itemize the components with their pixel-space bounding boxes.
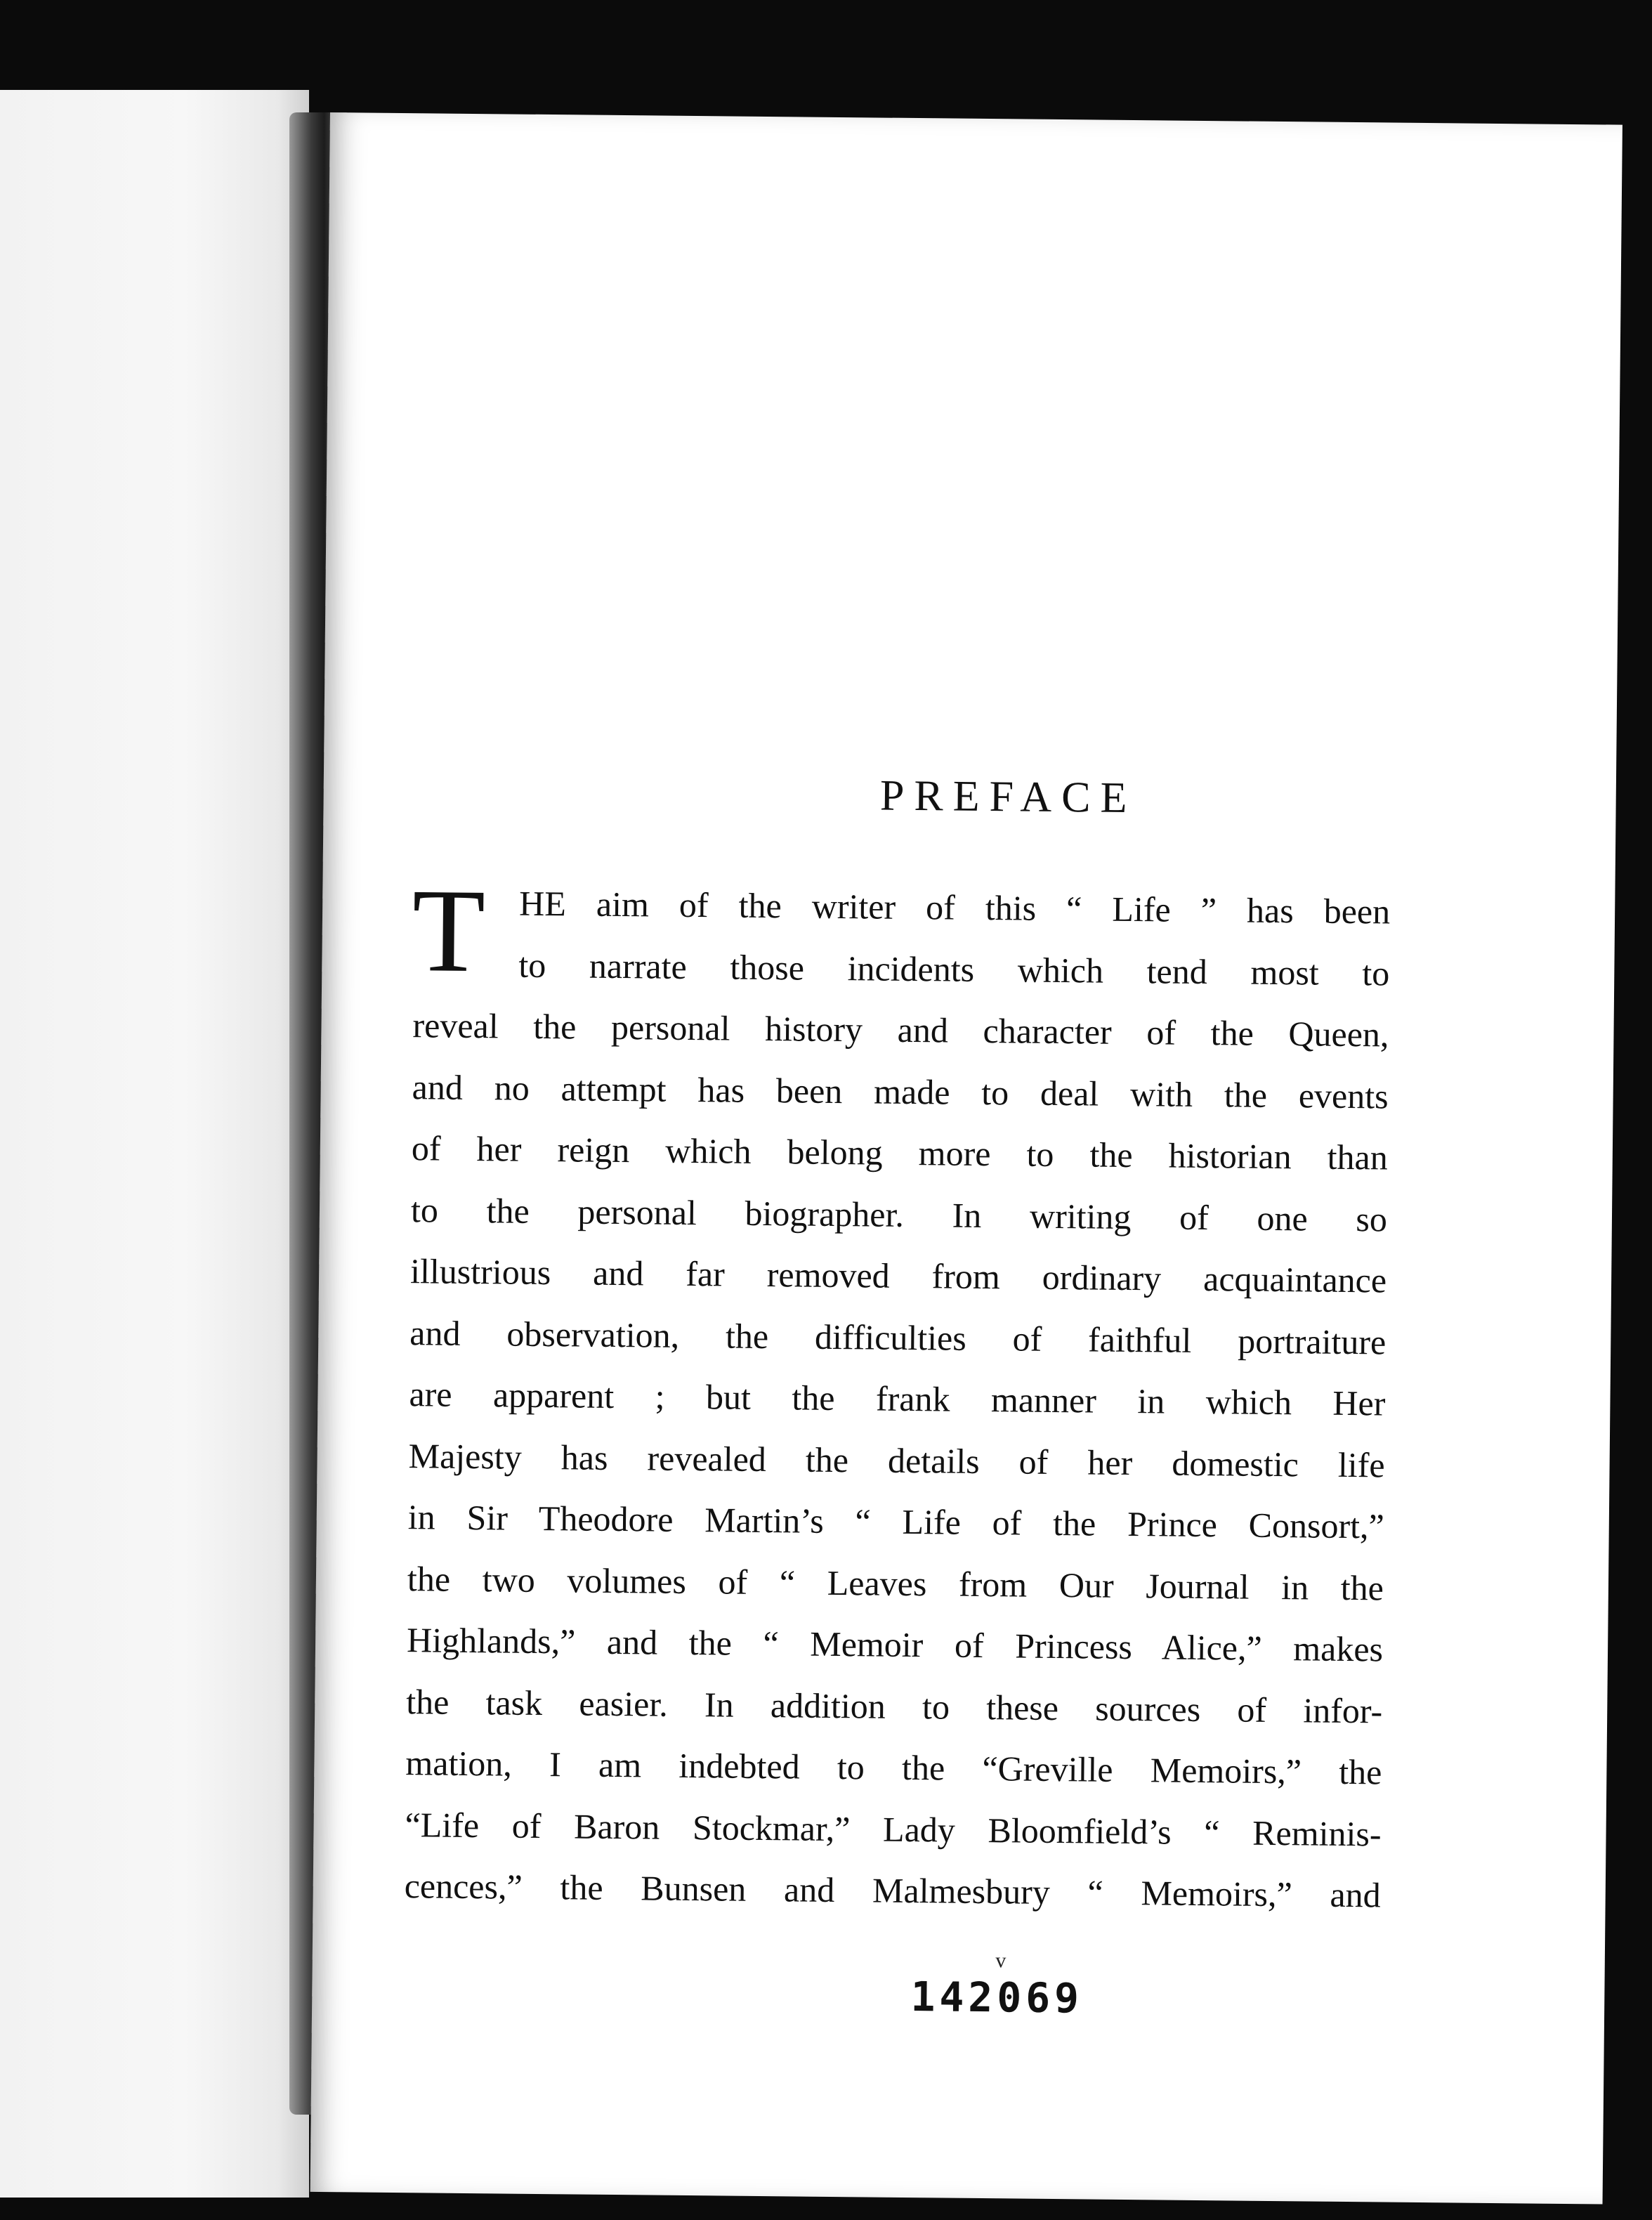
page-folio: v bbox=[995, 1949, 1007, 1973]
text-line: and no attempt has been made to deal with the events bbox=[412, 1066, 1389, 1116]
accession-number: 142069 bbox=[910, 1973, 1084, 2023]
text-line: the task easier. In addition to these sources of infor- bbox=[406, 1681, 1383, 1730]
text-line: “Life of Baron Stockmar,” Lady Bloomfield’s “ Reminis- bbox=[405, 1804, 1382, 1853]
text-line: and observation, the difficulties of faithful portraiture bbox=[409, 1312, 1386, 1362]
page-heading: PREFACE bbox=[879, 771, 1137, 823]
text-line: are apparent ; but the frank manner in which Her bbox=[409, 1374, 1386, 1423]
text-line: in Sir Theodore Martin’s “ Life of the Prince Consort,” bbox=[407, 1497, 1385, 1546]
preface-body bbox=[404, 864, 1391, 1926]
text-line: reveal the personal history and character of the Queen, bbox=[412, 1005, 1389, 1054]
text-line: cences,” the Bunsen and Malmesbury “ Memoirs,” and bbox=[404, 1866, 1381, 1915]
text-line: the two volumes of “ Leaves from Our Journal in the bbox=[407, 1558, 1384, 1607]
left-page-blank bbox=[0, 90, 309, 2198]
text-line: Majesty has revealed the details of her domestic life bbox=[408, 1435, 1385, 1485]
text-line: HE aim of the writer of this “ Life ” has been bbox=[518, 883, 1391, 932]
text-line: Highlands,” and the “ Memoir of Princess Alice,” makes bbox=[406, 1620, 1384, 1669]
text-line: illustrious and far removed from ordinary acquaintance bbox=[409, 1251, 1387, 1300]
text-line: to the personal biographer. In writing of one so bbox=[410, 1189, 1388, 1239]
text-line: to narrate those incidents which tend most to bbox=[518, 945, 1390, 993]
right-page bbox=[310, 112, 1622, 2205]
text-line: mation, I am indebted to the “Greville Memoirs,” the bbox=[405, 1743, 1382, 1792]
text-line: of her reign which belong more to the historian than bbox=[411, 1128, 1389, 1177]
drop-cap: T bbox=[411, 864, 486, 998]
